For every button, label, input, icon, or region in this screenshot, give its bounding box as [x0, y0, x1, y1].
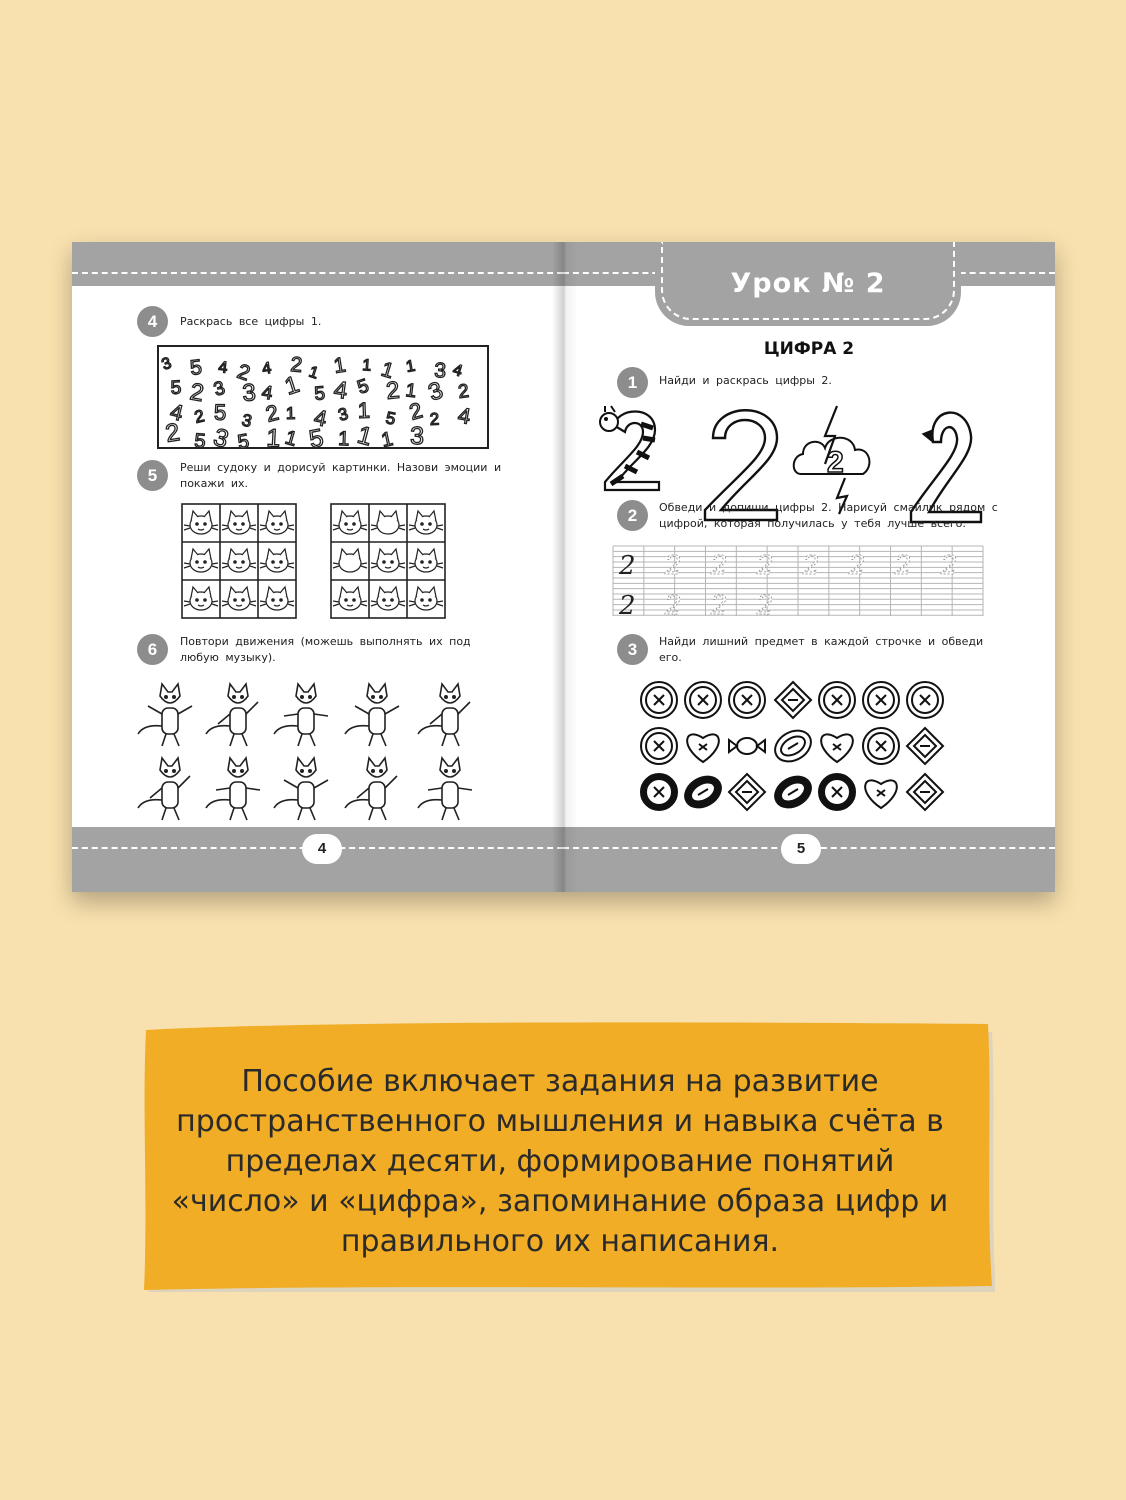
puzzle-digit: 5: [188, 355, 204, 380]
puzzle-digit: 2: [384, 376, 401, 405]
task-text: Найди и раскрась цифры 2.: [659, 374, 832, 387]
cat-moves-figure: [72, 242, 563, 892]
trace-digit: 2: [803, 551, 820, 581]
cat-figure-icon: [274, 758, 328, 820]
button-item-icon: [819, 682, 855, 718]
puzzle-digit: 2: [234, 359, 253, 386]
puzzle-digit: 1: [354, 420, 376, 452]
puzzle-digit: 2: [289, 353, 304, 377]
button-item-icon: [770, 770, 817, 813]
puzzle-digit: 3: [409, 422, 425, 451]
task-text: Повтори движения (можешь выполнять их под любую музыку).: [180, 635, 471, 664]
puzzle-digit: 4: [217, 359, 229, 377]
puzzle-digit: 5: [354, 375, 372, 399]
cat-figure-icon: [138, 758, 190, 820]
task-text: Найди лишний предмет в каждой строчке и обведи его.: [659, 635, 984, 664]
button-item-icon: [729, 682, 765, 718]
trace-digit: 2: [665, 591, 682, 621]
puzzle-digit: 3: [210, 422, 232, 454]
cat-figure-icon: [418, 684, 470, 746]
cat-figure-icon: [206, 758, 260, 820]
task-number: 3: [617, 634, 648, 665]
puzzle-digit: 1: [306, 363, 321, 383]
odd-one-out-figure: [563, 242, 1055, 892]
button-item-icon: [907, 728, 943, 764]
puzzle-digit: 1: [285, 403, 296, 423]
puzzle-digit: 2: [192, 406, 207, 427]
svg-text:2: 2: [827, 446, 844, 479]
trace-digit: 2: [665, 551, 682, 581]
task-number: 4: [137, 306, 168, 337]
page-number: 4: [302, 834, 342, 864]
button-item-icon: [641, 728, 677, 764]
puzzle-digit: 1: [361, 357, 372, 375]
workbook-spread: [72, 242, 1055, 892]
trace-digit: 2: [941, 551, 958, 581]
puzzle-digit: 2: [187, 378, 206, 408]
button-item-icon: [729, 774, 765, 810]
button-item-icon: [821, 734, 853, 762]
puzzle-digit: 3: [240, 410, 254, 432]
button-item-icon: [863, 728, 899, 764]
trace-digit: 2: [619, 591, 636, 621]
puzzle-digit: 4: [260, 382, 274, 405]
book-gutter: [552, 242, 578, 892]
trace-digit: 2: [711, 591, 728, 621]
puzzle-digit: 4: [456, 402, 473, 430]
cat-figure-icon: [206, 684, 258, 746]
button-item-icon: [680, 770, 727, 813]
puzzle-digit: 1: [404, 357, 417, 376]
cat-figure-icon: [274, 684, 328, 746]
puzzle-digit: 1: [337, 428, 350, 451]
puzzle-digit: 2: [457, 380, 471, 403]
puzzle-digit: 5: [170, 377, 182, 399]
puzzle-digit: 5: [193, 430, 207, 453]
puzzle-digit: 1: [281, 370, 303, 401]
button-item-icon: [863, 682, 899, 718]
puzzle-digit: 4: [311, 404, 330, 432]
puzzle-digit: 3: [336, 404, 351, 425]
button-item-icon: [907, 774, 943, 810]
button-item-icon: [907, 682, 943, 718]
button-item-icon: [819, 774, 855, 810]
cat-figure-icon: [418, 758, 472, 820]
right-page: [563, 242, 1055, 892]
page-number: 5: [781, 834, 821, 864]
trace-digit: 2: [619, 551, 636, 581]
puzzle-digit: 5: [306, 423, 326, 454]
button-item-icon: [641, 774, 677, 810]
button-item-icon: [685, 682, 721, 718]
lesson-title: Урок № 2: [730, 268, 886, 299]
puzzle-digit: 1: [265, 424, 282, 453]
puzzle-digit: 1: [378, 357, 397, 384]
puzzle-digit: 3: [241, 379, 257, 407]
puzzle-digit: 4: [332, 376, 350, 405]
puzzle-digit: 2: [429, 409, 440, 429]
button-item-icon: [641, 682, 677, 718]
button-item-icon: [865, 780, 897, 808]
puzzle-digit: 3: [159, 354, 174, 374]
task-number: 2: [617, 500, 648, 531]
puzzle-digit: 3: [433, 359, 447, 383]
puzzle-digit: 1: [332, 353, 348, 378]
task-number: 5: [137, 460, 168, 491]
trace-digit: 2: [757, 551, 774, 581]
button-item-icon: [775, 682, 811, 718]
puzzle-digit: 5: [313, 383, 326, 405]
puzzle-digit: 4: [450, 361, 465, 381]
button-item-icon: [687, 734, 719, 762]
cat-figure-icon: [345, 684, 399, 746]
puzzle-digit: 1: [379, 428, 395, 452]
puzzle-digit: 4: [167, 398, 186, 426]
puzzle-digit: 3: [211, 377, 228, 401]
puzzle-digit: 5: [236, 430, 251, 454]
button-item-icon: [729, 738, 765, 754]
puzzle-digit: 1: [404, 380, 418, 403]
trace-digit: 2: [895, 551, 912, 581]
puzzle-digit: 1: [282, 426, 300, 451]
task-number: 6: [137, 634, 168, 665]
button-item-icon: [770, 724, 817, 767]
puzzle-digit: 1: [357, 397, 371, 423]
trace-digit: 2: [757, 591, 774, 621]
task-text: Раскрась все цифры 1.: [180, 315, 322, 328]
cat-figure-icon: [345, 758, 397, 820]
page-heading: ЦИФРА 2: [763, 339, 855, 359]
puzzle-digit: 3: [424, 376, 447, 407]
trace-digit: 2: [711, 551, 728, 581]
task-text: Обведи и допиши цифры 2. Нарисуй смайлик рядом с цифрой, которая получилась у тебя лучше всего.: [659, 501, 998, 530]
puzzle-digit: 2: [406, 397, 426, 425]
task-number: 1: [617, 367, 648, 398]
puzzle-digit: 5: [384, 408, 398, 429]
left-page: [72, 242, 563, 892]
puzzle-digit: 5: [214, 400, 227, 425]
trace-digit: 2: [849, 551, 866, 581]
puzzle-digit: 2: [163, 418, 182, 448]
puzzle-digit: 2: [263, 399, 282, 427]
task-text: Реши судоку и дорисуй картинки. Назови эмоции и покажи их.: [180, 461, 502, 490]
puzzle-digit: 4: [261, 359, 273, 378]
banner-text: Пособие включает задания на развитие пространственного мышления и навыка счёта в пределах десяти, формирование понятий «число» и «цифра», запоминание образа цифр и правильного их написания.: [171, 1064, 949, 1259]
cat-figure-icon: [138, 684, 192, 746]
